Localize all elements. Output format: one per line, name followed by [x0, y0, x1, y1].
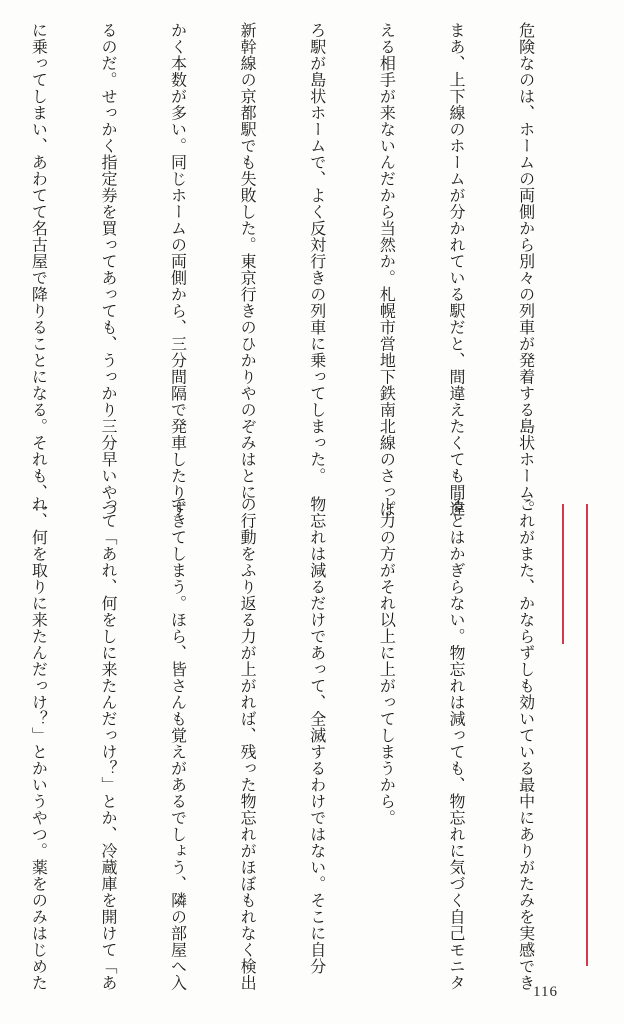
- text-line: える相手が来ないんだから当然か。札幌市営地下鉄南北線のさっぽ: [377, 22, 397, 517]
- text-line: 物忘れは減るだけであって、全滅するわけではない。そこに自分: [307, 496, 327, 975]
- text-line: ー力の方がそれ以上に上がってしまうから。: [377, 496, 397, 826]
- text-line: って「あれ、何をしに来たんだっけ？」とか、冷蔵庫を開けて「あ: [98, 496, 118, 991]
- text-line: できてしまう。ほら、皆さんも覚えがあるでしょう、隣の部屋へ入: [168, 496, 188, 991]
- red-underline-mark: [562, 504, 564, 644]
- text-line: れ、何を取りに来たんだっけ？」とかいうやつ。薬をのみはじめた: [29, 496, 49, 991]
- text-line: るのだ。せっかく指定券を買ってあっても、うっかり三分早いやつ: [98, 22, 118, 517]
- text-line: これがまた、かならずしも効いている最中にありがたみを実感でき: [516, 496, 536, 991]
- text-line: 新幹線の京都駅でも失敗した。東京行きのひかりやのぞみはとに: [238, 22, 258, 501]
- text-line: の行動をふり返る力が上がれば、残った物忘れがほぼもれなく検出: [238, 496, 258, 991]
- red-underline-mark: [586, 504, 588, 966]
- text-line: に乗ってしまい、あわてて名古屋で降りることになる。それも、一: [29, 22, 49, 517]
- text-column-lower: [29, 496, 584, 991]
- text-line: 危険なのは、ホームの両側から別々の列車が発着する島状ホーム。: [516, 22, 536, 517]
- text-column-upper: [29, 22, 584, 517]
- text-line: るとはかぎらない。物忘れは減っても、物忘れに気づく自己モニタ: [446, 496, 466, 991]
- text-line: かく本数が多い。同じホームの両側から、三分間隔で発車したりす: [168, 22, 188, 517]
- text-line: ろ駅が島状ホームで、よく反対行きの列車に乗ってしまった。: [307, 22, 327, 484]
- page-number: 116: [533, 984, 558, 1000]
- text-line: まあ、上下線のホームが分かれている駅だと、間違えたくても間違: [446, 22, 466, 517]
